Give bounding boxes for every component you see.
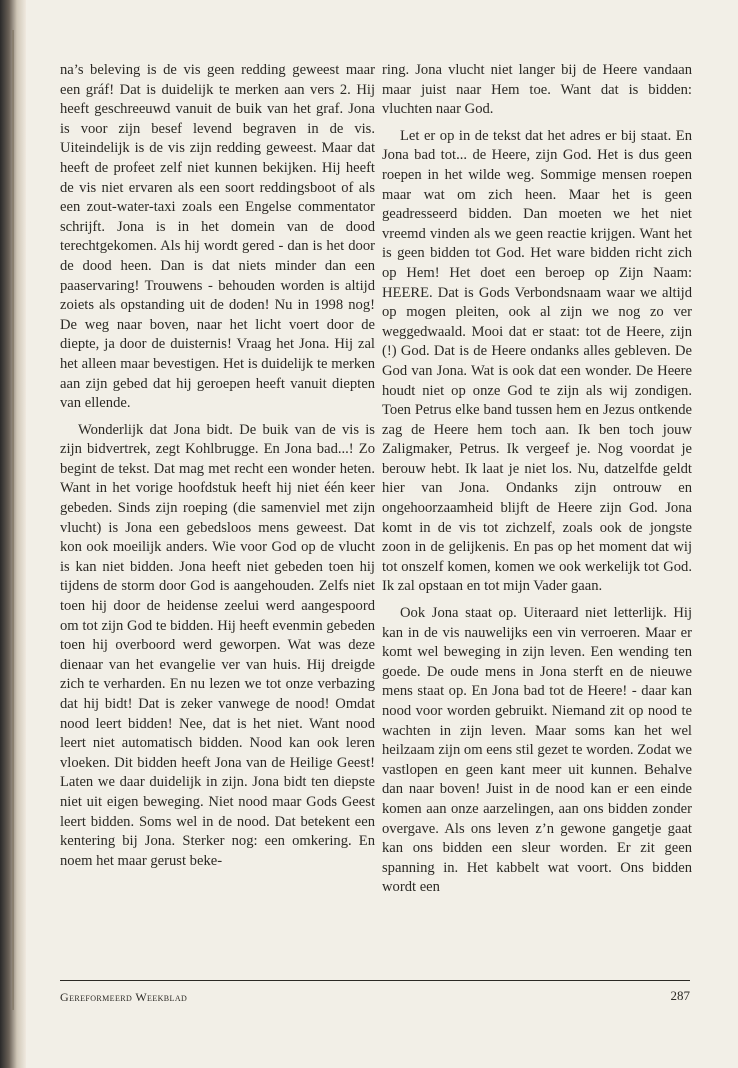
right-text-column <box>382 61 692 898</box>
left-text-column <box>60 61 375 871</box>
left-paragraph-1: na’s beleving is de vis geen redding geweest maar een gráf! Dat is duidelijk te merken aan vers 2. Hij heeft geschreeuwd vanuit de buik van het graf. Jona is voor zijn besef levend begraven in de vis. Uiteindelijk is de vis zijn redding geweest. Maar dat heeft de profeet zelf niet kunnen bekijken. Hij heeft de vis niet ervaren als een soort reddingsboot of als een zout-water-taxi zoals een Engelse commentator schrijft. Jona is in het domein van de dood terechtgekomen. Als hij wordt gered - dan is het door de dood heen. Dan is dat niets minder dan een paaservaring! Trouwens - behouden worden is altijd zoiets als opstanding uit de doden! Nu in 1998 nog! De weg naar boven, naar het licht voert door de diepte, ja door de duisternis! Vraag het Jona. Hij zal het alleen maar bevestigen. Het is duidelijk te merken aan zijn gebed dat hij geroepen heeft vanuit diepten van ellende. <box>60 62 375 412</box>
publication-title: Gereformeerd Weekblad <box>60 990 188 1004</box>
page-number: 287 <box>670 988 690 1003</box>
footer-divider <box>60 980 690 981</box>
left-paragraph-2: Wonderlijk dat Jona bidt. De buik van de vis is zijn bidvertrek, zegt Kohlbrugge. En Jona bad...! Zo begint de tekst. Dat mag met recht een wonder heten. Want in het vorige hoofdstuk heeft hij niet één keer gebeden. Sinds zijn roeping (die samenviel met zijn vlucht) is Jona een gebedsloos mens geweest. Dat kon ook moeilijk anders. Wie voor God op de vlucht is kan niet bidden. Jona heeft niet gebeden toen hij tijdens de storm door God is aangehouden. Zelfs niet toen hij door de heidense zeelui werd aangespoord om tot zijn God te bidden. Hij heeft evenmin gebeden toen hij overboord werd geworpen. Wat was deze dienaar van het evangelie ver van huis. Hij dreigde zich te verharden. En nu lezen we tot onze verbazing dat hij bidt! Dat is zeker vanwege de nood! Omdat nood leert bidden! Nee, dat is het niet. Want nood leert niet automatisch bidden. Nood kan ook leren vloeken. Dit bidden heeft Jona van de Heilige Geest! Laten we daar duidelijk in zijn. Jona bidt ten diepste niet uit eigen beweging. Niet nood maar Gods Geest leert bidden. Soms wel in de nood. Dat betekent een kentering bij Jona. Sterker nog: een omkering. En noem het maar gerust beke- <box>60 421 375 869</box>
right-paragraph-2: Let er op in de tekst dat het adres er bij staat. En Jona bad tot... de Heere, zijn God. Het is dus geen roepen in het wilde weg. Sommige mensen roepen maar wat om zich heen. Maar het is geen geadresseerd bidden. Dan moeten we het niet vreemd vinden als we geen reactie krijgen. Want het is geen bidden tot God. Het ware bidden richt zich op Hem! Het doet een beroep op Zijn Naam: HEERE. Dat is Gods Verbondsnaam waar we altijd op mogen pleiten, ook al zijn we nog zo ver weggedwaald. Mooi dat er staat: tot de Heere, zijn (!) God. Dat is de Heere ondanks alles gebleven. De God van Jona. Wat is ook dat een wonder. De Heere houdt niet op onze God te zijn als wij zondigen. Toen Petrus elke band tussen hem en Jezus ontkende zag de Heere hem toch aan. Ik ben toch jouw Zaligmaker, Petrus. Ik vergeef je. Nog voordat je berouw hebt. Ik laat je niet los. Nu, datzelfde geldt hier van Jona. Ondanks zijn ontrouw en ongehoorzaamheid blijft de Heere zijn God. Jona komt in de vis tot zichzelf, zoals ook de jongste zoon in de gelijkenis. En pas op het moment dat wij tot onszelf komen, komen we ook werkelijk tot God. Ik zal opstaan en tot mijn Vader gaan. <box>382 127 692 595</box>
document-page <box>26 0 738 1068</box>
right-paragraph-3: Ook Jona staat op. Uiteraard niet letterlijk. Hij kan in de vis nauwelijks een vin verroeren. Maar er komt wel beweging in zijn leven. Een wending ten goede. De oude mens in Jona sterft en de nieuwe mens staat op. En Jona bad tot de Heere! - daar kan nood voor worden gebruikt. Niemand zit op nood te wachten in zijn leven. Maar soms kan het wel heilzaam zijn om eens stil gezet te worden. Zodat we vastlopen en geen kant meer uit kunnen. Behalve dan naar boven! Juist in de nood kan er een einde komen aan onze aarzelingen, aan ons bidden zonder overgave. Als ons leven z’n gewone gangetje gaat kan ons bidden een sleur worden. Er zit geen spanning in. Het kabbelt wat voort. Ons bidden wordt een <box>382 605 692 896</box>
binding-edge <box>12 30 14 1010</box>
right-paragraph-1: ring. Jona vlucht niet langer bij de Heere vandaan maar juist naar Hem toe. Want dat is bidden: vluchten naar God. <box>382 62 692 118</box>
